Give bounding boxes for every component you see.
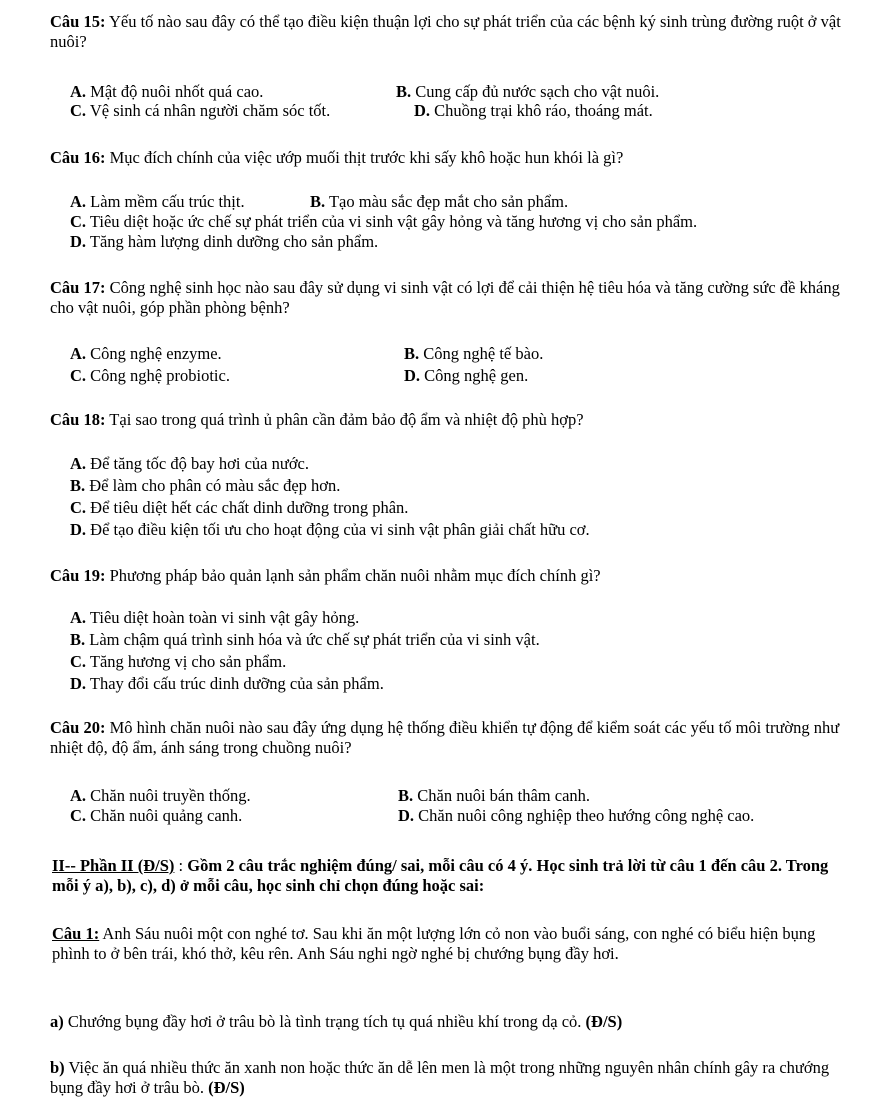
part-2-separator: : [174, 856, 188, 875]
question-label: Câu 18: [50, 410, 106, 429]
tf-item-b: b) Việc ăn quá nhiều thức ăn xanh non hoặc thức ăn dễ lên men là một trong những nguyên nhân chính gây ra chướng bụng đầy hơi ở trâu bò. (Đ/S) [50, 1058, 830, 1097]
option-c: C. Tăng hương vị cho sản phẩm. [70, 652, 287, 671]
question-text: Anh Sáu nuôi một con nghé tơ. Sau khi ăn một lượng lớn cỏ non vào buổi sáng, con nghé có biểu hiện bụng phình to ở bên trái, khó thở, kêu rên. Anh Sáu nghi ngờ nghé bị chướng bụng đầy hơi. [52, 924, 816, 963]
question-text: Mục đích chính của việc ướp muối thịt trước khi sấy khô hoặc hun khói là gì? [109, 148, 624, 167]
option-a: A. Tiêu diệt hoàn toàn vi sinh vật gây hỏng. [70, 608, 360, 627]
option-b: B. Cung cấp đủ nước sạch cho vật nuôi. [396, 82, 660, 101]
option-b: B. Làm chậm quá trình sinh hóa và ức chế sự phát triển của vi sinh vật. [70, 630, 540, 649]
question-text: Công nghệ sinh học nào sau đây sử dụng vi sinh vật có lợi để cải thiện hệ tiêu hóa và tăng cường sức đề kháng cho vật nuôi, góp phần phòng bệnh? [50, 278, 840, 317]
question-20 [50, 718, 852, 758]
option-b: B. Công nghệ tế bào. [404, 344, 544, 363]
option-a: A. Để tăng tốc độ bay hơi của nước. [70, 454, 309, 473]
option-c: C. Tiêu diệt hoặc ức chế sự phát triển của vi sinh vật gây hỏng và tăng hương vị cho sản phẩm. [70, 212, 698, 231]
question-text: Tại sao trong quá trình ủ phân cần đảm bảo độ ẩm và nhiệt độ phù hợp? [109, 410, 584, 429]
option-c: C. Chăn nuôi quảng canh. [70, 806, 243, 825]
question-19 [50, 566, 852, 586]
option-b: B. Tạo màu sắc đẹp mắt cho sản phẩm. [310, 192, 569, 211]
part-2-title: II-- Phần II (Đ/S) [52, 856, 175, 875]
option-c: C. Công nghệ probiotic. [70, 366, 230, 385]
option-b: B. Chăn nuôi bán thâm canh. [398, 786, 591, 805]
question-17 [50, 278, 852, 318]
question-label: Câu 1: [52, 924, 100, 943]
option-c: C. Vệ sinh cá nhân người chăm sóc tốt. [70, 101, 331, 120]
option-d: D. Chăn nuôi công nghiệp theo hướng công nghệ cao. [398, 806, 755, 825]
part-2-heading [52, 856, 852, 896]
question-label: Câu 20: [50, 718, 106, 737]
option-d: D. Công nghệ gen. [404, 366, 529, 385]
question-16 [50, 148, 852, 168]
option-d: D. Thay đổi cấu trúc dinh dưỡng của sản phẩm. [70, 674, 384, 693]
option-c: C. Để tiêu diệt hết các chất dinh dưỡng trong phân. [70, 498, 409, 517]
question-15 [50, 12, 852, 52]
tf-item-a: a) Chướng bụng đầy hơi ở trâu bò là tình trạng tích tụ quá nhiều khí trong dạ cỏ. (Đ/S) [50, 1012, 623, 1031]
option-d: D. Để tạo điều kiện tối ưu cho hoạt động của vi sinh vật phân giải chất hữu cơ. [70, 520, 590, 539]
option-a: A. Làm mềm cấu trúc thịt. [70, 192, 245, 211]
question-label: Câu 19: [50, 566, 106, 585]
option-a: A. Công nghệ enzyme. [70, 344, 222, 363]
question-18 [50, 410, 852, 430]
question-text: Yếu tố nào sau đây có thể tạo điều kiện thuận lợi cho sự phát triển của các bệnh ký sinh trùng đường ruột ở vật nuôi? [50, 12, 841, 51]
question-text: Phương pháp bảo quản lạnh sản phẩm chăn nuôi nhằm mục đích chính gì? [109, 566, 601, 585]
option-d: D. Chuồng trại khô ráo, thoáng mát. [414, 101, 653, 120]
question-label: Câu 15: [50, 12, 106, 31]
option-a: A. Chăn nuôi truyền thống. [70, 786, 251, 805]
part-2-instructions: Gồm 2 câu trắc nghiệm đúng/ sai, mỗi câu có 4 ý. Học sinh trả lời từ câu 1 đến câu 2. Trong mỗi ý a), b), c), d) ở mỗi câu, học sinh chỉ chọn đúng hoặc sai: [52, 856, 829, 895]
option-a: A. Mật độ nuôi nhốt quá cao. [70, 82, 264, 101]
tf-question-1 [52, 924, 852, 964]
question-text: Mô hình chăn nuôi nào sau đây ứng dụng hệ thống điều khiển tự động để kiểm soát các yếu tố môi trường như nhiệt độ, độ ẩm, ánh sáng trong chuồng nuôi? [50, 718, 840, 757]
question-label: Câu 17: [50, 278, 106, 297]
option-b: B. Để làm cho phân có màu sắc đẹp hơn. [70, 476, 341, 495]
question-label: Câu 16: [50, 148, 106, 167]
option-d: D. Tăng hàm lượng dinh dưỡng cho sản phẩm. [70, 232, 379, 251]
